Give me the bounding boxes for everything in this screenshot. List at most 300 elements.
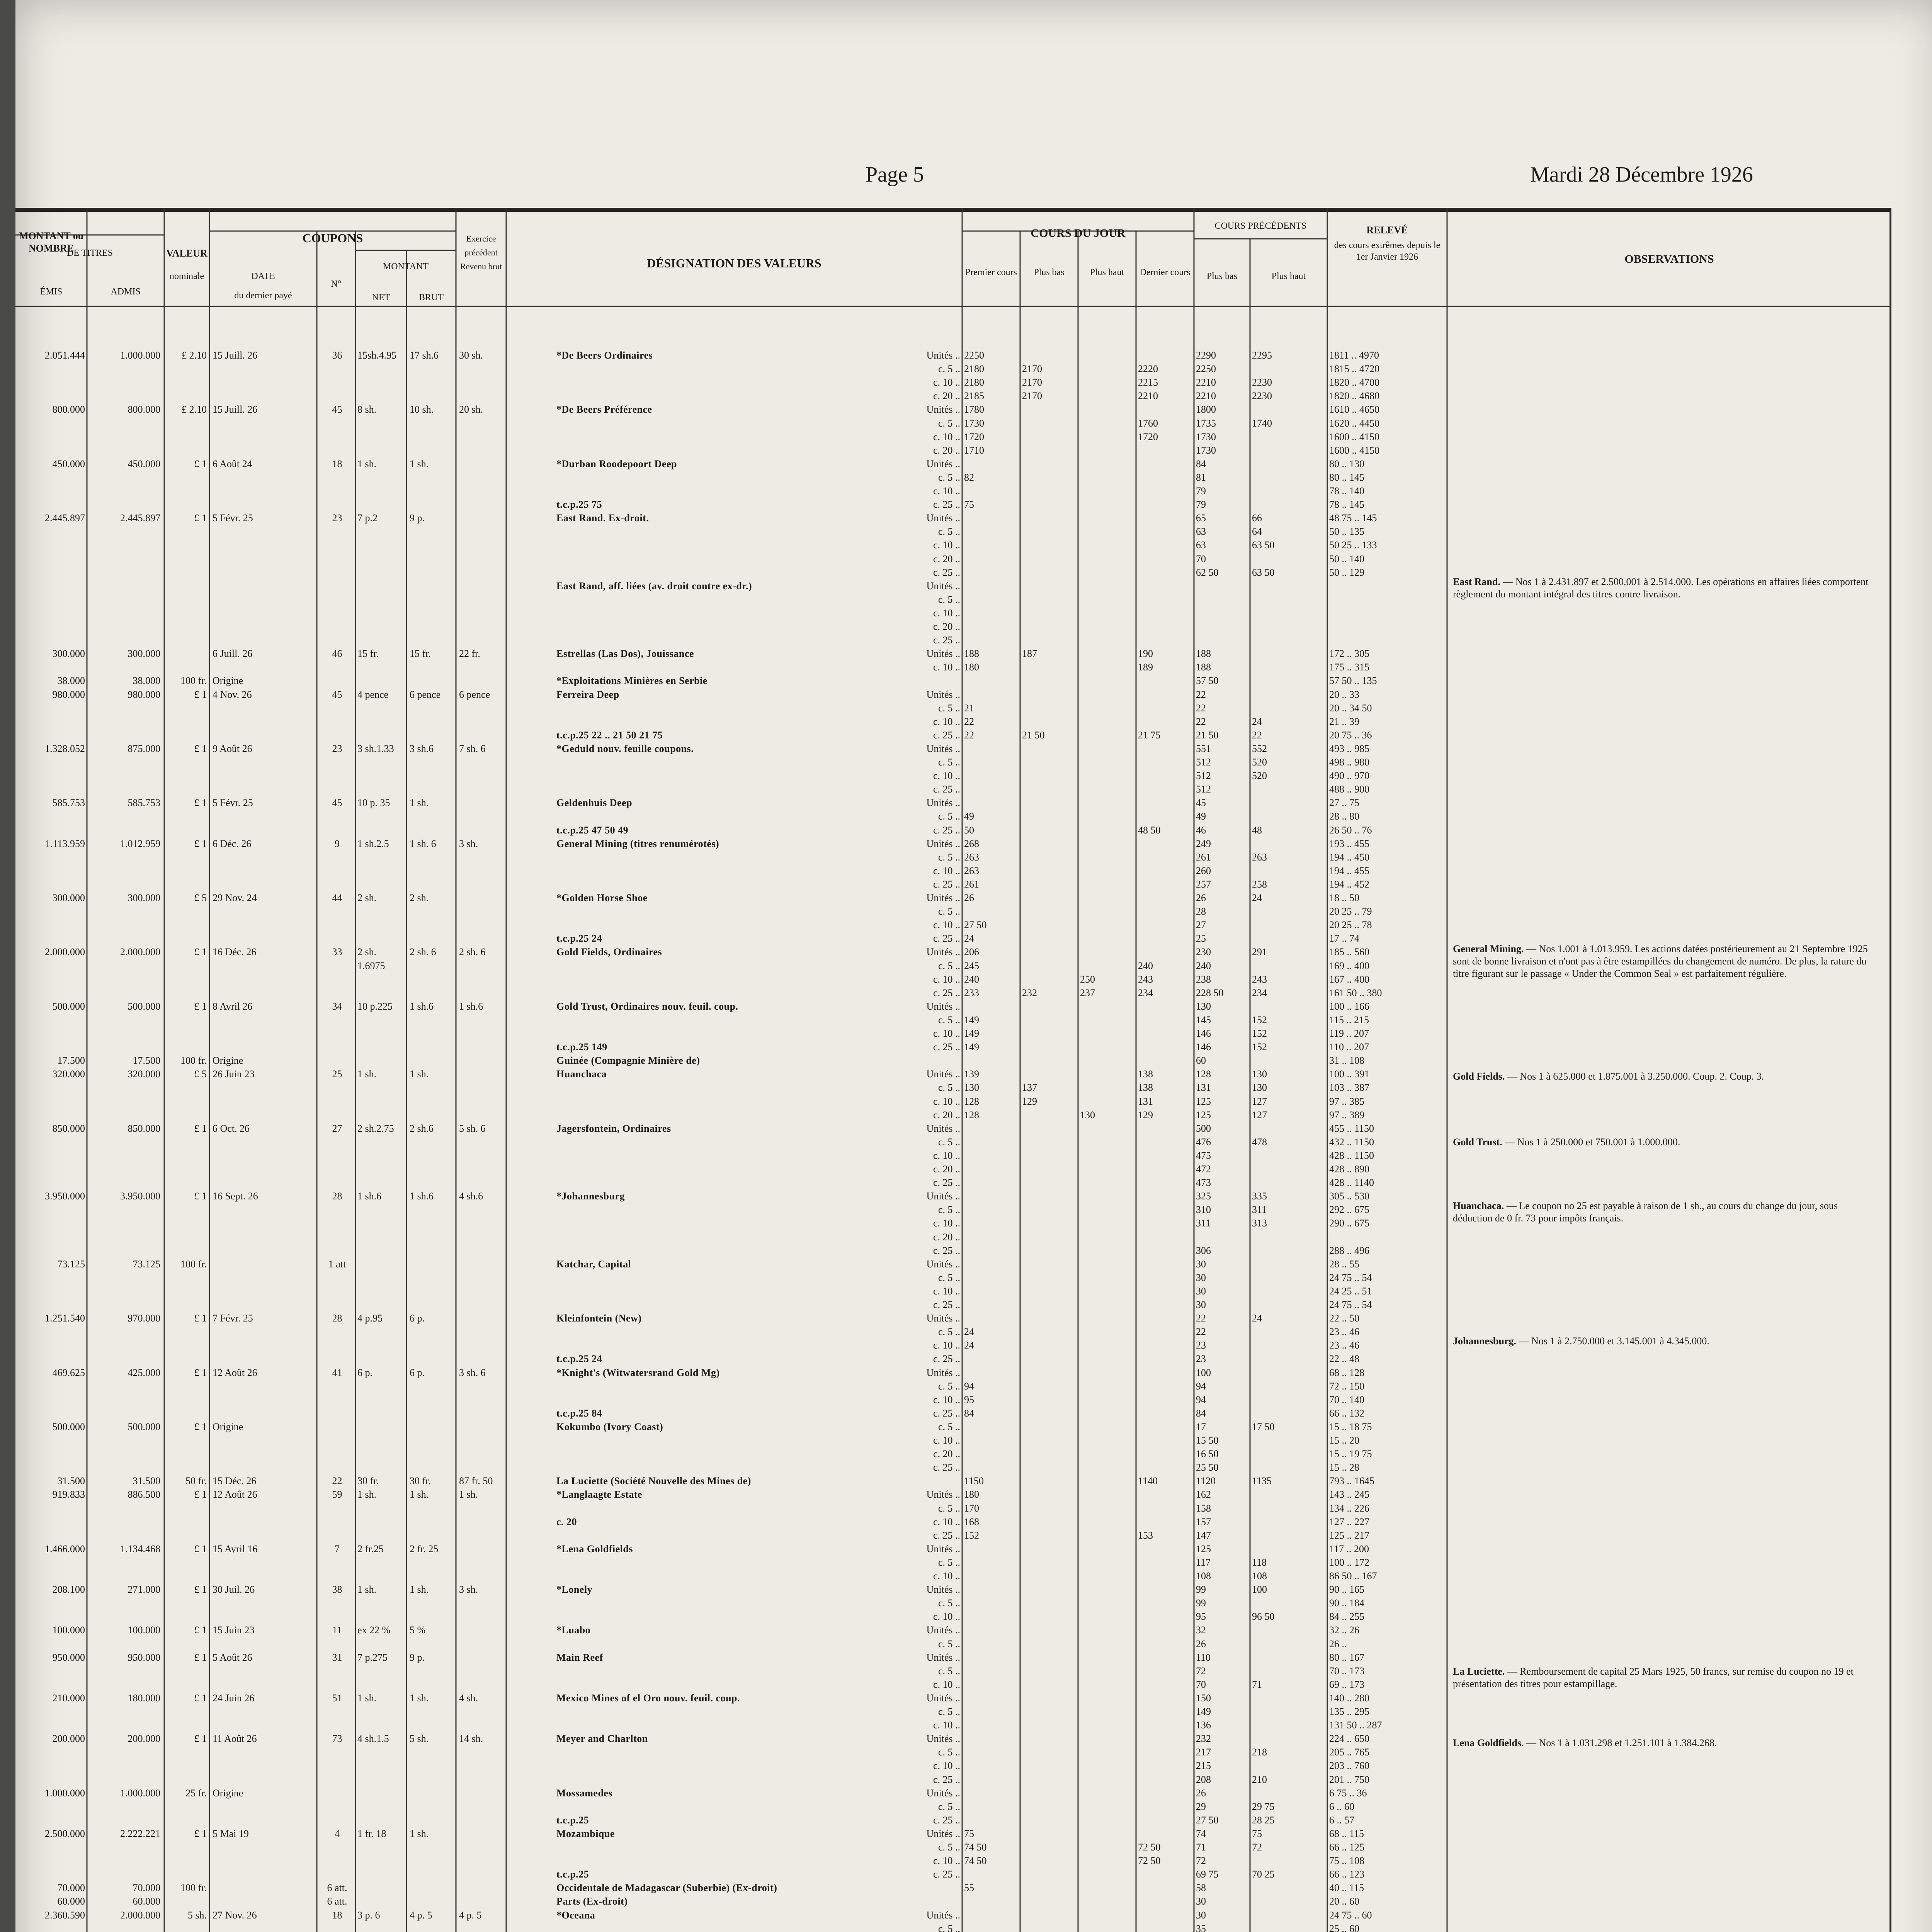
cell-price-6: 134 .. 226 — [1329, 1502, 1369, 1514]
cell-brut: 17 sh.6 — [410, 350, 439, 361]
table-row — [15, 1381, 1449, 1392]
cell-price-6: 493 .. 985 — [1329, 743, 1369, 754]
cell-name: t.c.p.25 22 .. 21 50 21 75 — [556, 729, 663, 741]
cell-name: *Knight's (Witwatersrand Gold Mg) — [556, 1367, 720, 1378]
table-row — [15, 1408, 1449, 1419]
table-row — [15, 974, 1449, 985]
cell-val: £ 1 — [194, 1584, 207, 1595]
table-row — [15, 431, 1449, 443]
table-row — [15, 1896, 1449, 1907]
cell-price-4: 146 — [1196, 1041, 1211, 1053]
table-row — [15, 1570, 1449, 1582]
observation-title: General Mining. — [1453, 943, 1524, 954]
cell-price-6: 75 .. 108 — [1329, 1855, 1364, 1867]
cell-net: 2 fr.25 — [357, 1543, 384, 1554]
cell-net: 3 sh.1.33 — [357, 743, 394, 754]
observation-title: Gold Fields. — [1453, 1071, 1505, 1082]
table-row — [15, 621, 1449, 633]
cell-unit: c. 10 .. — [933, 770, 960, 782]
cell-unit: Unités .. — [926, 946, 960, 958]
cell-unit: Unités .. — [926, 1000, 960, 1012]
cell-price-4: 232 — [1196, 1733, 1211, 1745]
table-row — [15, 1313, 1449, 1324]
cell-price-6: 78 .. 145 — [1329, 499, 1364, 510]
cell-val: 100 fr. — [180, 1055, 207, 1066]
cell-price-4: 228 50 — [1196, 987, 1224, 998]
cell-price-6: 97 .. 385 — [1329, 1095, 1364, 1107]
cell-admis: 73.125 — [133, 1258, 160, 1270]
cell-price-3: 21 75 — [1138, 729, 1161, 741]
table-row — [15, 1774, 1449, 1786]
cell-date: 5 Févr. 25 — [213, 512, 253, 524]
cell-val: £ 1 — [194, 1624, 207, 1636]
table-row — [15, 1190, 1449, 1202]
cell-name: General Mining (titres renumérotés) — [556, 838, 719, 849]
cell-price-6: 6 75 .. 36 — [1329, 1787, 1367, 1799]
cell-unit: c. 10 .. — [933, 1218, 960, 1229]
observation-text: — Nos 1 à 1.031.298 et 1.251.101 à 1.384.268. — [1524, 1737, 1717, 1748]
observation-text: — Nos 1 à 625.000 et 1.875.001 à 3.250.000. Coup. 2. Coup. 3. — [1505, 1071, 1764, 1082]
cell-price-5: 28 25 — [1252, 1814, 1275, 1826]
cell-val: £ 5 — [194, 892, 207, 903]
observation-text: — Nos 1 à 2.431.897 et 2.500.001 à 2.514.000. Les opérations en affaires liées comportent règlement du montant intégral des titres contre livraison. — [1453, 576, 1869, 600]
cell-price-6: 80 .. 145 — [1329, 471, 1364, 483]
cell-price-6: 20 75 .. 36 — [1329, 729, 1372, 741]
cell-unit: c. 25 .. — [933, 1177, 960, 1189]
table-row — [15, 1855, 1449, 1867]
cell-name: *Langlaagte Estate — [556, 1489, 643, 1500]
table-row — [15, 919, 1449, 931]
cell-name: *Geduld nouv. feuille coupons. — [556, 743, 694, 754]
cell-price-6: 127 .. 227 — [1329, 1516, 1369, 1527]
cell-admis: 300.000 — [128, 892, 160, 903]
col-releve-sub: des cours extrêmes depuis le 1er Janvier 1926 — [1334, 240, 1440, 262]
cell-unit: Unités .. — [926, 1909, 960, 1921]
cell-name: Occidentale de Madagascar (Suberbie) (Ex-droit) — [556, 1882, 777, 1894]
cell-name: East Rand. Ex-droit. — [556, 512, 649, 524]
table-row — [15, 1259, 1449, 1270]
observation-text: — Nos 1 à 2.750.000 et 3.145.001 à 4.345.000. — [1516, 1335, 1709, 1347]
cell-brut: 1 sh. — [410, 1068, 429, 1080]
cell-name: Kleinfontein (New) — [556, 1313, 642, 1324]
cell-price-6: 50 25 .. 133 — [1329, 539, 1377, 551]
cell-price-4: 15 50 — [1196, 1435, 1219, 1446]
cell-price-6: 27 .. 75 — [1329, 797, 1359, 809]
cell-val: £ 1 — [194, 946, 207, 958]
cell-admis: 320.000 — [128, 1068, 160, 1080]
cell-unit: c. 25 .. — [933, 1041, 960, 1053]
cell-unit: c. 10 .. — [933, 1340, 960, 1351]
cell-price-6: 23 .. 46 — [1329, 1326, 1359, 1338]
col-emis: ÉMIS — [40, 287, 63, 297]
cell-rev: 5 sh. 6 — [459, 1122, 486, 1134]
cell-unit: c. 5 .. — [938, 1706, 960, 1717]
cell-unit: c. 10 .. — [933, 1150, 960, 1161]
cell-price-5: 70 25 — [1252, 1869, 1275, 1880]
cell-price-3: 131 — [1138, 1095, 1153, 1107]
cell-date: Origine — [213, 1787, 243, 1799]
cell-price-6: 25 .. 60 — [1329, 1923, 1359, 1932]
cell-price-6: 72 .. 150 — [1329, 1380, 1364, 1392]
cell-price-0: 128 — [964, 1109, 979, 1121]
cell-val: £ 1 — [194, 1122, 207, 1134]
cell-unit: Unités .. — [926, 1828, 960, 1839]
col-dernier: Dernier cours — [1139, 267, 1190, 277]
table-row — [15, 1611, 1449, 1622]
cell-net: 15sh.4.95 — [357, 350, 397, 361]
cell-unit: c. 5 .. — [938, 1801, 960, 1812]
cell-price-6: 6 .. 60 — [1329, 1801, 1354, 1812]
observation-title: Johannesburg. — [1453, 1335, 1516, 1347]
cell-price-0: 240 — [964, 973, 979, 985]
cell-price-4: 128 — [1196, 1068, 1211, 1080]
cell-price-4: 65 — [1196, 512, 1206, 524]
cell-price-5: 1740 — [1252, 417, 1272, 429]
cell-unit: c. 20 .. — [933, 553, 960, 565]
cell-price-4: 125 — [1196, 1095, 1211, 1107]
cell-name: *De Beers Préférence — [556, 404, 652, 415]
cell-unit: c. 10 .. — [933, 1570, 960, 1582]
cell-admis: 950.000 — [128, 1651, 160, 1663]
cell-emis: 1.000.000 — [45, 1787, 85, 1799]
table-row — [15, 1801, 1449, 1813]
cell-rev: 14 sh. — [459, 1733, 483, 1745]
cell-admis: 886.500 — [128, 1489, 160, 1500]
cell-price-0: 180 — [964, 1489, 979, 1500]
cell-name: Mexico Mines of el Oro nouv. feuil. coup. — [556, 1692, 740, 1704]
table-row — [15, 1286, 1449, 1297]
col-coupons: COUPONS — [302, 231, 363, 245]
cell-unit: c. 5 .. — [938, 1638, 960, 1650]
cell-price-4: 26 — [1196, 892, 1206, 903]
cell-price-6: 90 .. 184 — [1329, 1597, 1364, 1609]
page-number: Page 5 — [866, 163, 924, 187]
cell-price-5: 210 — [1252, 1774, 1267, 1785]
cell-price-4: 108 — [1196, 1570, 1211, 1582]
cell-price-4: 84 — [1196, 458, 1206, 469]
cell-price-3: 1140 — [1138, 1475, 1158, 1487]
cell-rev: 2 sh. 6 — [459, 946, 486, 958]
cell-val: £ 1 — [194, 1313, 207, 1324]
cell-brut: 30 fr. — [410, 1475, 431, 1487]
cell-price-4: 81 — [1196, 471, 1206, 483]
cell-unit: c. 5 .. — [938, 1747, 960, 1758]
table-row — [15, 607, 1449, 619]
cell-price-6: 288 .. 496 — [1329, 1245, 1369, 1256]
col-date: DATE — [251, 271, 275, 281]
cell-price-6: 100 .. 166 — [1329, 1000, 1369, 1012]
cell-unit: c. 10 .. — [933, 539, 960, 551]
table-row — [15, 485, 1449, 497]
cell-price-6: 66 .. 132 — [1329, 1407, 1364, 1419]
table-row — [15, 1462, 1449, 1473]
cell-no: 28 — [332, 1313, 342, 1324]
cell-price-1: 2170 — [1022, 363, 1042, 375]
cell-price-4: 30 — [1196, 1896, 1206, 1907]
cell-price-4: 22 — [1196, 1326, 1206, 1338]
cell-price-4: 215 — [1196, 1760, 1211, 1772]
table-row — [15, 1448, 1449, 1460]
table-row — [15, 1435, 1449, 1446]
cell-net: 1 sh. — [357, 1692, 377, 1704]
cell-admis: 17.500 — [133, 1055, 160, 1066]
cell-price-6: 428 .. 890 — [1329, 1163, 1369, 1175]
observation-note — [1453, 1136, 1878, 1148]
cell-price-0: 95 — [964, 1394, 974, 1405]
cell-price-6: 17 .. 74 — [1329, 933, 1359, 944]
cell-unit: c. 25 .. — [933, 987, 960, 998]
cell-name: t.c.p.25 75 — [556, 499, 602, 510]
cell-price-4: 63 — [1196, 539, 1206, 551]
col-cours-prec: COURS PRÉCÉDENTS — [1214, 221, 1307, 231]
table-row — [15, 512, 1449, 524]
table-row — [15, 1489, 1449, 1500]
table-row — [15, 730, 1449, 741]
cell-price-5: 24 — [1252, 1313, 1262, 1324]
cell-unit: c. 10 .. — [933, 485, 960, 497]
cell-name: Gold Fields, Ordinaires — [556, 946, 662, 958]
cell-price-4: 26 — [1196, 1638, 1206, 1650]
cell-name: *Luabo — [556, 1624, 591, 1636]
cell-price-4: 500 — [1196, 1122, 1211, 1134]
cell-price-6: 1811 .. 4970 — [1329, 350, 1379, 361]
table-row — [15, 743, 1449, 755]
cell-no: 44 — [332, 892, 342, 903]
cell-price-5: 118 — [1252, 1556, 1267, 1568]
cell-price-5: 258 — [1252, 878, 1267, 890]
cell-name: Gold Trust, Ordinaires nouv. feuil. coup. — [556, 1000, 738, 1012]
table-row — [15, 1869, 1449, 1880]
cell-unit: c. 25 .. — [933, 1869, 960, 1880]
cell-price-6: 203 .. 760 — [1329, 1760, 1369, 1772]
cell-brut: 6 p. — [410, 1367, 425, 1378]
cell-price-4: 28 — [1196, 906, 1206, 917]
cell-val: £ 5 — [194, 1068, 207, 1080]
cell-emis: 469.625 — [52, 1367, 85, 1378]
cell-brut: 10 sh. — [410, 404, 434, 415]
cell-unit: c. 20 .. — [933, 390, 960, 402]
cell-unit: Unités .. — [926, 1313, 960, 1324]
cell-price-4: 475 — [1196, 1150, 1211, 1161]
cell-price-4: 30 — [1196, 1258, 1206, 1270]
cell-emis: 1.251.540 — [45, 1313, 85, 1324]
cell-price-6: 110 .. 207 — [1329, 1041, 1369, 1053]
cell-price-6: 194 .. 455 — [1329, 865, 1369, 876]
cell-rev: 4 sh.6 — [459, 1190, 483, 1202]
cell-price-3: 72 50 — [1138, 1855, 1161, 1867]
cell-unit: Unités .. — [926, 1584, 960, 1595]
table-row — [15, 1692, 1449, 1704]
table-row — [15, 865, 1449, 877]
cell-price-6: 135 .. 295 — [1329, 1706, 1369, 1717]
cell-rev: 4 p. 5 — [459, 1909, 482, 1921]
observation-title: East Rand. — [1453, 576, 1500, 587]
table-row — [15, 811, 1449, 822]
cell-price-6: 40 .. 115 — [1329, 1882, 1364, 1894]
cell-price-3: 72 50 — [1138, 1842, 1161, 1853]
cell-price-6: 119 .. 207 — [1329, 1028, 1369, 1039]
table-row — [15, 634, 1449, 646]
col-dernier-paye: du dernier payé — [234, 291, 292, 301]
cell-price-0: 24 — [964, 1340, 974, 1351]
cell-price-6: 20 .. 34 50 — [1329, 702, 1372, 714]
cell-name: t.c.p.25 24 — [556, 933, 602, 944]
cell-price-6: 80 .. 130 — [1329, 458, 1364, 469]
cell-price-6: 498 .. 980 — [1329, 757, 1369, 768]
cell-price-4: 136 — [1196, 1719, 1211, 1731]
table-row — [15, 1055, 1449, 1066]
cell-unit: Unités .. — [926, 743, 960, 754]
cell-unit: c. 10 .. — [933, 1855, 960, 1867]
cell-unit: c. 20 .. — [933, 1163, 960, 1175]
cell-price-6: 23 .. 46 — [1329, 1340, 1359, 1351]
cell-admis: 1.012.959 — [120, 838, 160, 849]
col-exercice: Exercice précédent Revenu brut — [460, 234, 502, 271]
cell-unit: c. 10 .. — [933, 1760, 960, 1772]
table-row — [15, 1340, 1449, 1351]
cell-price-4: 158 — [1196, 1502, 1211, 1514]
cell-admis: 2.000.000 — [120, 946, 160, 958]
cell-unit: Unités .. — [926, 1543, 960, 1554]
table-row — [15, 1028, 1449, 1039]
cell-price-3: 1720 — [1138, 431, 1158, 442]
table-row — [15, 838, 1449, 850]
cell-admis: 850.000 — [128, 1122, 160, 1134]
cell-price-4: 1735 — [1196, 417, 1216, 429]
cell-price-0: 149 — [964, 1028, 979, 1039]
cell-name: *Golden Horse Shoe — [556, 892, 648, 903]
cell-price-4: 30 — [1196, 1285, 1206, 1297]
cell-no: 34 — [332, 1000, 342, 1012]
cell-price-6: 103 .. 387 — [1329, 1082, 1369, 1094]
cell-price-3: 190 — [1138, 648, 1153, 660]
cell-price-6: 70 .. 140 — [1329, 1394, 1364, 1405]
cell-price-6: 15 .. 18 75 — [1329, 1421, 1372, 1432]
cell-net: 3 p. 6 — [357, 1909, 380, 1921]
cell-brut: 5 % — [410, 1624, 426, 1636]
cell-no: 6 att. — [327, 1896, 347, 1907]
cell-price-5: 17 50 — [1252, 1421, 1275, 1432]
cell-unit: Unités .. — [926, 648, 960, 660]
cell-val: 100 fr. — [180, 675, 207, 687]
cell-date: 5 Août 26 — [213, 1651, 252, 1663]
cell-price-4: 58 — [1196, 1882, 1206, 1894]
cell-date: 12 Août 26 — [213, 1489, 257, 1500]
cell-brut: 2 sh. 6 — [410, 946, 436, 958]
cell-price-6: 24 75 .. 54 — [1329, 1272, 1372, 1283]
table-row — [15, 946, 1449, 958]
cell-unit: Unités .. — [926, 580, 960, 592]
cell-price-6: 70 .. 173 — [1329, 1665, 1364, 1677]
table-row — [15, 933, 1449, 944]
cell-unit: c. 20 .. — [933, 1109, 960, 1121]
cell-net: 2 sh. — [357, 946, 377, 958]
table-row — [15, 662, 1449, 673]
cell-price-4: 1730 — [1196, 444, 1216, 456]
cell-net: 1 fr. 18 — [357, 1828, 386, 1839]
cell-price-3: 153 — [1138, 1529, 1153, 1541]
cell-no: 1 att — [328, 1258, 346, 1270]
cell-unit: c. 10 .. — [933, 1719, 960, 1731]
cell-emis: 70.000 — [57, 1882, 85, 1894]
cell-emis: 17.500 — [57, 1055, 85, 1066]
table-row — [15, 1041, 1449, 1053]
cell-no: 27 — [332, 1122, 342, 1134]
cell-date: 27 Nov. 26 — [213, 1909, 257, 1921]
cell-name: *Durban Roodepoort Deep — [556, 458, 677, 469]
cell-emis: 2.500.000 — [45, 1828, 85, 1839]
cell-unit: Unités .. — [926, 1258, 960, 1270]
cell-price-1: 21 50 — [1022, 729, 1045, 741]
cell-admis: 500.000 — [128, 1000, 160, 1012]
table-row — [15, 1882, 1449, 1894]
table-row — [15, 987, 1449, 999]
cell-price-5: 520 — [1252, 757, 1267, 768]
col-montant: MONTANT ou NOMBRE — [19, 230, 84, 254]
cell-price-1: 187 — [1022, 648, 1037, 660]
cell-brut: 1 sh.6 — [410, 1190, 434, 1202]
table-row — [15, 648, 1449, 660]
cell-price-5: 152 — [1252, 1028, 1267, 1039]
table-row — [15, 1394, 1449, 1406]
cell-price-5: 64 — [1252, 526, 1262, 537]
cell-price-6: 66 .. 125 — [1329, 1842, 1364, 1853]
cell-unit: c. 5 .. — [938, 960, 960, 971]
cell-unit: Unités .. — [926, 1190, 960, 1202]
cell-unit: c. 10 .. — [933, 973, 960, 985]
cell-admis: 200.000 — [128, 1733, 160, 1745]
cell-emis: 1.466.000 — [45, 1543, 85, 1554]
cell-price-0: 82 — [964, 471, 974, 483]
table-row — [15, 499, 1449, 510]
table-row — [15, 1503, 1449, 1514]
table-row — [15, 1923, 1449, 1932]
cell-no: 6 att. — [327, 1882, 347, 1894]
cell-unit: Unités .. — [926, 1367, 960, 1378]
cell-no: 23 — [332, 512, 342, 524]
table-row — [15, 1543, 1449, 1555]
cell-price-0: 49 — [964, 811, 974, 822]
cell-unit: c. 5 .. — [938, 1923, 960, 1932]
cell-price-2: 250 — [1080, 973, 1095, 985]
cell-price-6: 50 .. 135 — [1329, 526, 1364, 537]
cell-price-3: 2220 — [1138, 363, 1158, 375]
table-row — [15, 458, 1449, 470]
cell-unit: c. 5 .. — [938, 417, 960, 429]
cell-price-4: 57 50 — [1196, 675, 1219, 687]
cell-date: Origine — [213, 1055, 243, 1066]
cell-price-5: 127 — [1252, 1095, 1267, 1107]
cell-price-5: 291 — [1252, 946, 1267, 958]
cell-price-3: 234 — [1138, 987, 1153, 998]
cell-unit: c. 25 .. — [933, 566, 960, 578]
cell-price-5: 263 — [1252, 851, 1267, 863]
cell-price-6: 432 .. 1150 — [1329, 1136, 1374, 1148]
cell-no: 11 — [332, 1624, 342, 1636]
cell-price-5: 24 — [1252, 716, 1262, 727]
cell-brut: 3 sh.6 — [410, 743, 434, 754]
cell-price-0: 1720 — [964, 431, 984, 442]
cell-price-4: 21 50 — [1196, 729, 1219, 741]
cell-unit: c. 10 .. — [933, 1679, 960, 1690]
cell-rev: 22 fr. — [459, 648, 480, 660]
table-row — [15, 960, 1449, 972]
table-row — [15, 1014, 1449, 1026]
table-row — [15, 1638, 1449, 1650]
cell-price-4: 188 — [1196, 648, 1211, 660]
cell-unit: c. 10 .. — [933, 1516, 960, 1527]
cell-name: Geldenhuis Deep — [556, 797, 633, 809]
